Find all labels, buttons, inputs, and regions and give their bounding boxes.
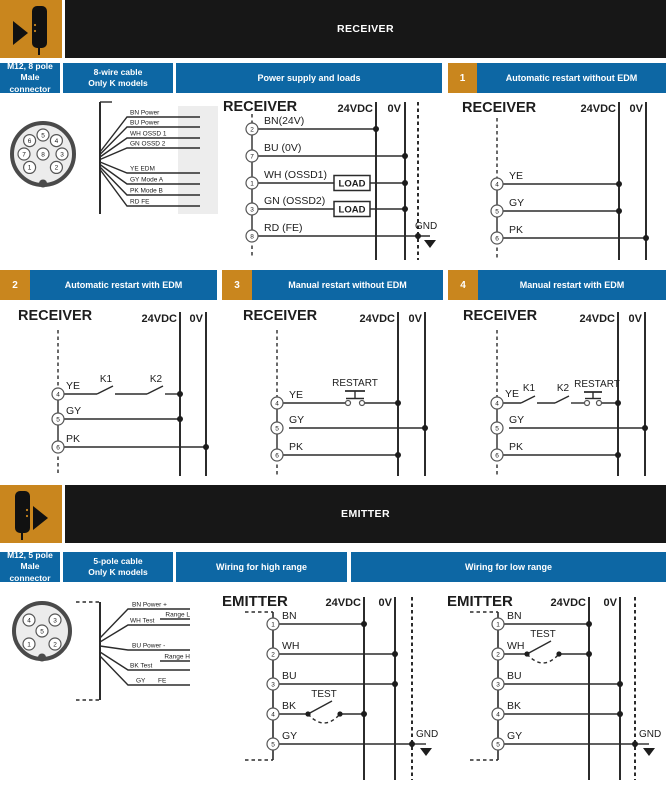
header-line: M12, 8 pole bbox=[7, 61, 53, 72]
wire-label: YE bbox=[509, 170, 524, 182]
pin-4: 4 bbox=[27, 617, 31, 625]
pin: 4 bbox=[275, 400, 279, 408]
rail-24vdc-label: 24VDC bbox=[580, 103, 616, 115]
header-emitter-cable bbox=[63, 552, 173, 582]
rail-0v-label: 0V bbox=[387, 103, 401, 115]
pin: 6 bbox=[495, 235, 499, 243]
wire-label: BK bbox=[507, 700, 522, 712]
header-line: 5-pole cable bbox=[93, 555, 143, 566]
wire-label-rd: RD FE bbox=[130, 198, 150, 206]
wire-label: GY bbox=[282, 730, 298, 742]
rail-24vdc-label: 24VDC bbox=[359, 313, 395, 325]
badge-2 bbox=[0, 270, 30, 300]
restart-button-label: RESTART bbox=[332, 378, 378, 389]
rail-0v-label: 0V bbox=[603, 597, 617, 609]
wire-label: PK bbox=[509, 224, 524, 236]
rail-24vdc-label: 24VDC bbox=[579, 313, 615, 325]
receiver-diagram-3 bbox=[225, 300, 445, 480]
wire-label: WH (OSSD1) bbox=[264, 169, 327, 181]
header-emitter-connector bbox=[0, 552, 60, 582]
wire-label-bu: BU Power - bbox=[132, 642, 166, 650]
wire-label: WH bbox=[282, 640, 300, 652]
header-line: 8-wire cable bbox=[93, 66, 143, 77]
header-wiring-high-range bbox=[176, 552, 347, 582]
pin: 2 bbox=[250, 126, 254, 134]
receiver-power-diagram bbox=[222, 96, 444, 265]
header-line: Wiring for low range bbox=[465, 562, 552, 572]
diagram-title: RECEIVER bbox=[18, 308, 93, 324]
load-box-label: LOAD bbox=[338, 204, 366, 216]
rail-24vdc-label: 24VDC bbox=[325, 597, 361, 609]
pin: 4 bbox=[495, 181, 499, 189]
wire-label: BU bbox=[282, 670, 297, 682]
wires bbox=[64, 386, 206, 447]
emitter-device-icon bbox=[0, 485, 62, 543]
wires bbox=[503, 396, 645, 455]
cable-8wire-drawing bbox=[88, 98, 220, 220]
wire-label-bu: BU Power bbox=[130, 119, 160, 127]
header-line: Automatic restart with EDM bbox=[64, 280, 183, 290]
rails bbox=[180, 312, 206, 476]
header-manual-restart-edm bbox=[478, 270, 666, 300]
pin-3: 3 bbox=[53, 617, 57, 625]
rail-24vdc-label: 24VDC bbox=[141, 313, 177, 325]
diagram-title: EMITTER bbox=[222, 593, 288, 610]
pin: 5 bbox=[271, 741, 275, 749]
wire-label: BN bbox=[282, 610, 297, 622]
wire-label: WH bbox=[507, 640, 525, 652]
badge-1 bbox=[448, 63, 477, 93]
wire-label: BK bbox=[282, 700, 297, 712]
wire-label: YE bbox=[66, 380, 81, 392]
rail-24vdc-label: 24VDC bbox=[550, 597, 586, 609]
wire-label-bk: BK Test bbox=[130, 662, 153, 670]
pin-1: 1 bbox=[27, 164, 32, 172]
k1-contact-label: K1 bbox=[99, 374, 113, 385]
rails bbox=[618, 312, 645, 476]
wire-label-wh: WH Test bbox=[130, 617, 155, 625]
pin: 4 bbox=[56, 391, 60, 399]
wire-label: GY bbox=[509, 414, 525, 426]
header-line: Male connector bbox=[9, 72, 51, 94]
restart-button bbox=[584, 392, 602, 406]
diagram-title: RECEIVER bbox=[223, 99, 298, 115]
load-box-label: LOAD bbox=[338, 178, 366, 190]
emitter-banner bbox=[65, 485, 666, 543]
wire-label-gy: GY Mode A bbox=[130, 176, 164, 184]
wire-label: YE bbox=[505, 388, 520, 400]
wire-label: BU (0V) bbox=[264, 142, 302, 154]
pin: 3 bbox=[250, 206, 254, 214]
wire-label: BU bbox=[507, 670, 522, 682]
wire-label: YE bbox=[289, 389, 304, 401]
pin-3: 3 bbox=[60, 151, 64, 159]
wire-label: GN (OSSD2) bbox=[264, 195, 326, 207]
k2-contact-label: K2 bbox=[149, 374, 163, 385]
gnd-label: GND bbox=[416, 729, 439, 740]
header-line: Wiring for high range bbox=[216, 562, 307, 572]
m12-8pole-connector-drawing bbox=[6, 118, 80, 192]
rail-0v-label: 0V bbox=[378, 597, 392, 609]
pins bbox=[491, 178, 503, 244]
test-switch-label: TEST bbox=[530, 629, 556, 640]
header-line: Male connector bbox=[9, 561, 51, 583]
wires bbox=[279, 624, 426, 744]
pin: 1 bbox=[271, 621, 275, 629]
wire-label-gn: GN OSSD 2 bbox=[130, 140, 166, 148]
receiver-banner-label: RECEIVER bbox=[337, 23, 394, 35]
pin: 4 bbox=[496, 711, 500, 719]
pin-5: 5 bbox=[40, 628, 44, 636]
pin: 6 bbox=[495, 452, 499, 460]
diagram-title: RECEIVER bbox=[462, 100, 537, 116]
wire-label: GY bbox=[507, 730, 523, 742]
diagram-title: EMITTER bbox=[447, 593, 513, 610]
wire-label: PK bbox=[509, 441, 524, 453]
badge-number: 3 bbox=[234, 279, 240, 291]
range-h-label: Range H bbox=[164, 653, 190, 661]
receiver-diagram-1 bbox=[445, 96, 666, 265]
emitter-icon bbox=[0, 485, 62, 543]
header-manual-restart-no-edm bbox=[252, 270, 443, 300]
pin-4: 4 bbox=[54, 137, 59, 145]
m12-5pole-connector-drawing bbox=[8, 598, 76, 666]
badge-3 bbox=[222, 270, 252, 300]
rail-0v-label: 0V bbox=[628, 313, 642, 325]
wires bbox=[504, 624, 649, 744]
wire-label: GY bbox=[289, 414, 305, 426]
wire-label-gy: GY bbox=[136, 677, 146, 685]
pin-2: 2 bbox=[53, 641, 57, 649]
wire-label-wh: WH OSSD 1 bbox=[130, 130, 167, 138]
pin: 4 bbox=[271, 711, 275, 719]
gnd-label: GND bbox=[415, 221, 438, 232]
pin: 1 bbox=[250, 180, 254, 188]
badge-number: 2 bbox=[12, 279, 18, 291]
wires bbox=[283, 403, 425, 455]
receiver-diagram-2 bbox=[0, 300, 225, 480]
pin-8: 8 bbox=[41, 151, 45, 159]
pin: 5 bbox=[56, 416, 60, 424]
header-line: M12, 5 pole bbox=[7, 550, 53, 561]
receiver-diagram-4 bbox=[445, 300, 666, 480]
pin: 2 bbox=[496, 651, 500, 659]
header-line: Manual restart without EDM bbox=[288, 280, 407, 290]
pin: 5 bbox=[495, 208, 499, 216]
pin-1: 1 bbox=[27, 641, 31, 649]
gnd-label: GND bbox=[639, 729, 662, 740]
badge-number: 1 bbox=[459, 72, 466, 84]
pin: 4 bbox=[495, 400, 499, 408]
wire-label: BN bbox=[507, 610, 522, 622]
k2-contact-label: K2 bbox=[556, 383, 570, 394]
wires bbox=[503, 184, 646, 238]
pin-7: 7 bbox=[22, 151, 26, 159]
restart-button-label: RESTART bbox=[574, 379, 620, 390]
header-receiver-connector bbox=[0, 63, 60, 93]
rail-0v-label: 0V bbox=[408, 313, 422, 325]
restart-button bbox=[345, 391, 365, 406]
header-receiver-cable bbox=[63, 63, 173, 93]
badge-4 bbox=[448, 270, 478, 300]
wire-label: PK bbox=[289, 441, 304, 453]
pin: 6 bbox=[56, 444, 60, 452]
wire-label: BN(24V) bbox=[264, 115, 305, 127]
rails bbox=[364, 597, 412, 780]
rails bbox=[619, 102, 646, 260]
pin: 5 bbox=[495, 425, 499, 433]
cable-trunk bbox=[76, 602, 100, 700]
k1-contact-label: K1 bbox=[522, 383, 536, 394]
emitter-high-range-diagram bbox=[220, 590, 445, 800]
pin: 7 bbox=[250, 153, 254, 161]
header-line: Only K models bbox=[88, 78, 148, 88]
badge-number: 4 bbox=[460, 279, 466, 291]
rail-0v-label: 0V bbox=[629, 103, 643, 115]
pin: 1 bbox=[496, 621, 500, 629]
wire-label: GY bbox=[66, 405, 82, 417]
cable-5pole-drawing bbox=[72, 596, 220, 708]
pin: 3 bbox=[271, 681, 275, 689]
wire-label: GY bbox=[509, 197, 525, 209]
ground-symbol bbox=[424, 240, 436, 248]
test-switch-label: TEST bbox=[311, 689, 337, 700]
pin-5: 5 bbox=[41, 132, 45, 140]
pins bbox=[52, 388, 64, 453]
emitter-banner-label: EMITTER bbox=[341, 508, 390, 520]
receiver-icon bbox=[0, 0, 62, 58]
rails bbox=[589, 597, 635, 780]
wire-label-bn: BN Power + bbox=[132, 601, 167, 609]
header-power-supply bbox=[176, 63, 442, 93]
pins bbox=[491, 397, 503, 461]
wire-label: RD (FE) bbox=[264, 222, 303, 234]
receiver-banner bbox=[65, 0, 666, 58]
pin: 8 bbox=[250, 233, 254, 241]
pin: 5 bbox=[496, 741, 500, 749]
wire-label-pk: PK Mode B bbox=[130, 187, 163, 195]
pin: 6 bbox=[275, 452, 279, 460]
header-auto-restart-no-edm bbox=[477, 63, 666, 93]
wire-label: PK bbox=[66, 433, 81, 445]
wire-label-ye: YE EDM bbox=[130, 165, 155, 173]
pins bbox=[271, 397, 283, 461]
range-l-label: Range L bbox=[165, 611, 190, 619]
header-auto-restart-edm bbox=[30, 270, 217, 300]
wire-label-bn: BN Power bbox=[130, 109, 160, 117]
pin-2: 2 bbox=[54, 164, 59, 172]
ground-symbol bbox=[643, 748, 655, 756]
diagram-title: RECEIVER bbox=[463, 308, 538, 324]
emitter-low-range-diagram bbox=[445, 590, 666, 800]
receiver-device-icon bbox=[0, 0, 62, 58]
pin: 2 bbox=[271, 651, 275, 659]
wire-label-fe: FE bbox=[158, 677, 167, 685]
header-wiring-low-range bbox=[351, 552, 666, 582]
header-line: Manual restart with EDM bbox=[519, 280, 625, 290]
header-line: Power supply and loads bbox=[257, 73, 361, 83]
header-line: Only K models bbox=[88, 567, 148, 577]
rail-0v-label: 0V bbox=[189, 313, 203, 325]
rails bbox=[398, 312, 425, 476]
pin-6: 6 bbox=[27, 137, 32, 145]
pin: 5 bbox=[275, 425, 279, 433]
diagram-title: RECEIVER bbox=[243, 308, 318, 324]
ground-symbol bbox=[420, 748, 432, 756]
header-line: Automatic restart without EDM bbox=[505, 73, 638, 83]
pin: 3 bbox=[496, 681, 500, 689]
rail-24vdc-label: 24VDC bbox=[337, 103, 373, 115]
